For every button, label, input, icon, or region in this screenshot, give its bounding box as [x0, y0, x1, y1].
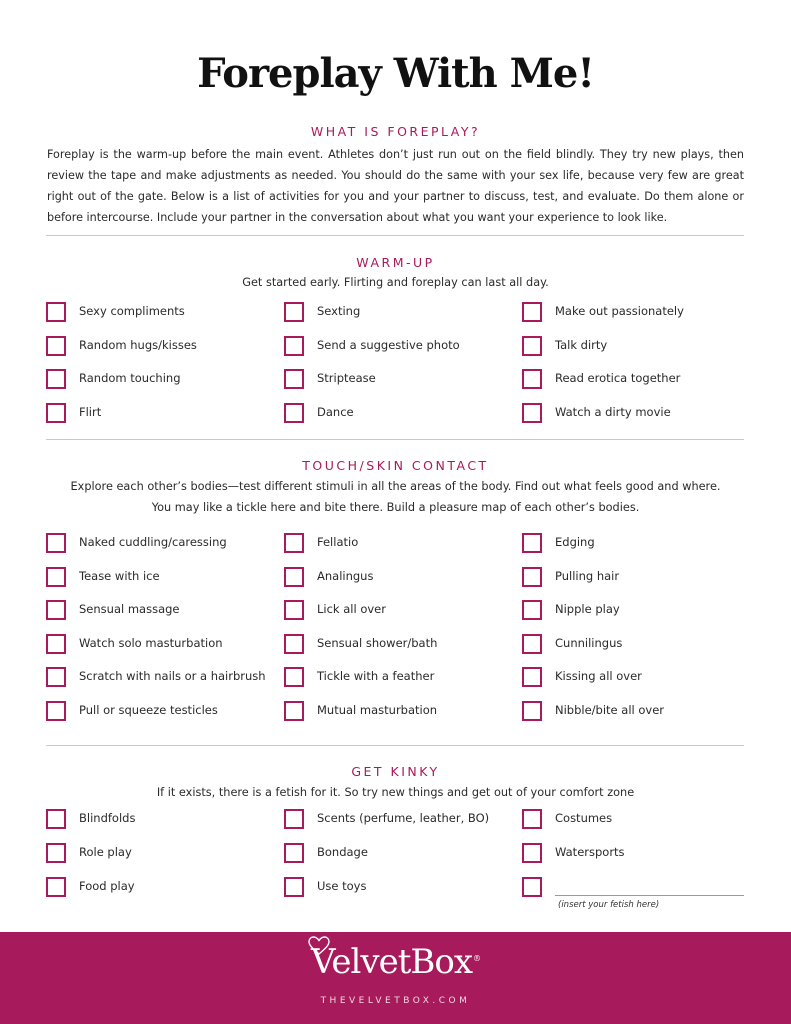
- checkbox[interactable]: [284, 302, 304, 322]
- checkbox[interactable]: [46, 403, 66, 423]
- checklist-item-label: Scratch with nails or a hairbrush: [79, 669, 266, 684]
- checkbox[interactable]: [522, 403, 542, 423]
- checklist-item-label: Pull or squeeze testicles: [79, 703, 218, 717]
- checkbox[interactable]: [46, 533, 66, 553]
- checklist-item-label: Sexy compliments: [79, 304, 185, 318]
- touch-subtitle-line2: You may like a tickle here and bite there. Build a pleasure map of each other’s bodies.: [151, 501, 640, 514]
- checklist-item-label: Kissing all over: [555, 669, 642, 684]
- checklist-item-label: Tease with ice: [79, 568, 160, 583]
- page-title: Foreplay With Me!: [197, 50, 594, 97]
- kinky-heading: GET KINKY: [351, 764, 440, 779]
- touch-subtitle-line1: Explore each other’s bodies—test different stimuli in all the areas of the body. Find out what feels good and where.: [70, 480, 721, 493]
- checklist-item-label: Use toys: [317, 878, 367, 893]
- checklist-item-label: Edging: [555, 535, 595, 549]
- intro-paragraph: Foreplay is the warm-up before the main event. Athletes don’t just run out on the field blindly. They try new plays, then review the tape and make adjustments as needed. You should do the same with your sex life, because very few are great right out of the gate. Below is a list of activities for you and your partner to discuss, test, and evaluate. Do them alone or before intercourse. Include your partner in the conversation about what you want your experience to look like.: [47, 148, 744, 224]
- checklist-item-label: Analingus: [317, 568, 374, 583]
- checkbox[interactable]: [522, 567, 542, 587]
- checkbox[interactable]: [46, 701, 66, 721]
- checklist-item-label: Watersports: [555, 844, 625, 859]
- checkbox[interactable]: [284, 600, 304, 620]
- checklist-item-label: Random touching: [79, 371, 181, 386]
- custom-fetish-line[interactable]: [555, 895, 744, 896]
- checkbox[interactable]: [522, 634, 542, 654]
- checklist-item-label: Striptease: [317, 371, 376, 386]
- checklist-item-label: Pulling hair: [555, 568, 620, 583]
- checkbox[interactable]: [46, 567, 66, 587]
- checklist-item-label: Food play: [79, 878, 135, 893]
- checkbox[interactable]: [46, 302, 66, 322]
- touch-heading: TOUCH/SKIN CONTACT: [302, 458, 489, 473]
- checkbox[interactable]: [522, 302, 542, 322]
- checklist-item-label: Talk dirty: [555, 337, 608, 352]
- checklist-item-label: Cunnilingus: [555, 635, 623, 650]
- checklist-item-label: Lick all over: [317, 602, 386, 617]
- divider: [46, 439, 744, 440]
- checkbox[interactable]: [284, 369, 304, 389]
- checkbox[interactable]: [284, 533, 304, 553]
- checklist-item-label: Costumes: [555, 811, 613, 825]
- checkbox[interactable]: [522, 336, 542, 356]
- checkbox[interactable]: [522, 843, 542, 863]
- checklist-item-label: Flirt: [79, 405, 102, 420]
- warmup-subtitle: Get started early. Flirting and foreplay can last all day.: [242, 276, 549, 289]
- checklist-item-label: Sensual massage: [79, 602, 180, 617]
- checkbox[interactable]: [46, 667, 66, 687]
- checkbox[interactable]: [46, 843, 66, 863]
- checklist-item-label: Watch a dirty movie: [555, 405, 671, 420]
- checkbox[interactable]: [522, 533, 542, 553]
- checkbox[interactable]: [522, 667, 542, 687]
- checkbox[interactable]: [46, 877, 66, 897]
- checkbox[interactable]: [284, 701, 304, 721]
- checklist-item-label: Send a suggestive photo: [317, 337, 460, 352]
- checklist-item-label: Naked cuddling/caressing: [79, 535, 227, 549]
- kinky-subtitle: If it exists, there is a fetish for it. So try new things and get out of your comfort zone: [156, 786, 635, 799]
- divider: [46, 745, 744, 746]
- checklist-item-label: Nipple play: [555, 602, 620, 617]
- footer-banner: [0, 932, 791, 1024]
- checkbox[interactable]: [46, 634, 66, 654]
- checkbox[interactable]: [46, 336, 66, 356]
- checkbox[interactable]: [284, 809, 304, 829]
- checkbox[interactable]: [284, 336, 304, 356]
- checkbox[interactable]: [46, 600, 66, 620]
- checklist-item-label: Make out passionately: [555, 304, 684, 318]
- checkbox[interactable]: [522, 369, 542, 389]
- checkbox[interactable]: [284, 567, 304, 587]
- checklist-item-label: Tickle with a feather: [317, 669, 435, 684]
- trademark-symbol: ®: [473, 953, 481, 963]
- checkbox[interactable]: [284, 403, 304, 423]
- intro-heading: WHAT IS FOREPLAY?: [310, 124, 481, 139]
- heart-icon: [308, 936, 330, 956]
- brand-logo: [311, 942, 480, 982]
- checkbox[interactable]: [522, 600, 542, 620]
- checklist-item-label: Watch solo masturbation: [79, 635, 223, 650]
- checkbox[interactable]: [522, 877, 542, 897]
- checklist-item-label: Sensual shower/bath: [317, 635, 438, 650]
- checklist-item-label: Nibble/bite all over: [555, 703, 665, 717]
- checkbox[interactable]: [522, 809, 542, 829]
- checklist-item-label: Read erotica together: [555, 371, 681, 386]
- checklist-item-label: Mutual masturbation: [317, 703, 438, 717]
- checklist-item-label: Dance: [317, 405, 354, 420]
- checklist-item-label: Blindfolds: [79, 811, 136, 825]
- checklist-item-label: Role play: [79, 844, 132, 859]
- website-link[interactable]: THEVELVETBOX.COM: [320, 996, 471, 1006]
- divider: [46, 235, 744, 236]
- checklist-item-label: Scents (perfume, leather, BO): [317, 811, 490, 825]
- checkbox[interactable]: [284, 843, 304, 863]
- checklist-item-label: Bondage: [317, 844, 368, 859]
- checklist-item-label: Sexting: [317, 304, 361, 318]
- checkbox[interactable]: [522, 701, 542, 721]
- checkbox[interactable]: [284, 877, 304, 897]
- checkbox[interactable]: [284, 667, 304, 687]
- brand-name: VelvetBox: [310, 942, 473, 982]
- checklist-item-label: Fellatio: [317, 535, 359, 549]
- checkbox[interactable]: [284, 634, 304, 654]
- checklist-item-label: Random hugs/kisses: [79, 337, 197, 352]
- warmup-heading: WARM-UP: [356, 255, 435, 270]
- checkbox[interactable]: [46, 809, 66, 829]
- checkbox[interactable]: [46, 369, 66, 389]
- custom-fetish-caption: (insert your fetish here): [558, 900, 660, 910]
